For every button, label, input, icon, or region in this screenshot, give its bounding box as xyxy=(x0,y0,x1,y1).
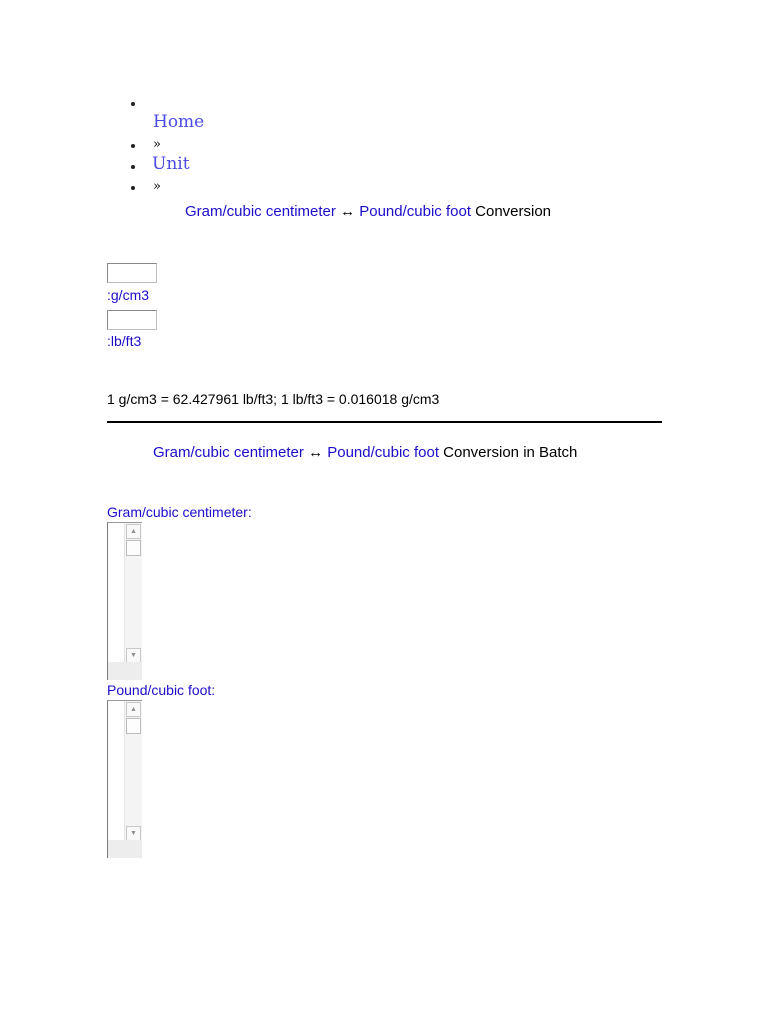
batch-to-label xyxy=(107,682,215,698)
bullet-icon xyxy=(131,102,135,106)
pound-per-ft3-input[interactable] xyxy=(107,310,157,330)
section-divider xyxy=(107,421,662,423)
breadcrumb-separator: » xyxy=(153,179,161,194)
bullet-icon xyxy=(131,186,135,190)
label-colon: : xyxy=(211,682,216,698)
gram-per-cm3-input[interactable] xyxy=(107,263,157,283)
batch-to-unit-link[interactable]: Pound/cubic foot xyxy=(327,444,439,461)
from-unit-link[interactable]: Gram/cubic centimeter xyxy=(185,203,336,220)
batch-to-label-link[interactable]: Pound/cubic foot xyxy=(107,682,212,698)
batch-from-unit-link[interactable]: Gram/cubic centimeter xyxy=(153,444,304,461)
textarea-bottom-strip xyxy=(108,662,142,680)
page-title xyxy=(185,203,551,220)
batch-from-label xyxy=(107,504,252,520)
batch-swap-arrow: ↔ xyxy=(308,444,324,461)
conversion-formula: 1 g/cm3 = 62.427961 lb/ft3; 1 lb/ft3 = 0.016018 g/cm3 xyxy=(107,391,440,407)
batch-title xyxy=(153,444,577,461)
scroll-up-icon[interactable]: ▲ xyxy=(126,702,141,717)
gram-per-cm3-unit-label: :g/cm3 xyxy=(107,287,150,303)
swap-arrow: ↔ xyxy=(340,203,356,220)
scroll-down-icon[interactable]: ▼ xyxy=(126,648,141,663)
batch-title-suffix: Conversion in Batch xyxy=(443,444,578,461)
to-unit-link[interactable]: Pound/cubic foot xyxy=(359,203,471,220)
scrollbar[interactable] xyxy=(124,523,142,680)
breadcrumb-home-link[interactable]: Home xyxy=(153,112,205,132)
scroll-down-icon[interactable]: ▼ xyxy=(126,826,141,841)
scrollbar-thumb[interactable] xyxy=(126,718,141,734)
bullet-icon xyxy=(131,144,135,148)
bullet-icon xyxy=(131,165,135,169)
batch-to-textarea[interactable] xyxy=(107,700,142,858)
title-suffix: Conversion xyxy=(475,203,552,220)
scrollbar-thumb[interactable] xyxy=(126,540,141,556)
batch-from-label-link[interactable]: Gram/cubic centimeter xyxy=(107,504,248,520)
textarea-bottom-strip xyxy=(108,840,142,858)
pound-per-ft3-unit-label: :lb/ft3 xyxy=(107,333,142,349)
batch-from-textarea[interactable] xyxy=(107,522,142,680)
scrollbar[interactable] xyxy=(124,701,142,858)
scroll-up-icon[interactable]: ▲ xyxy=(126,524,141,539)
label-colon: : xyxy=(247,504,252,520)
breadcrumb-unit-link[interactable]: Unit xyxy=(152,154,190,174)
breadcrumb-separator: » xyxy=(153,137,161,152)
